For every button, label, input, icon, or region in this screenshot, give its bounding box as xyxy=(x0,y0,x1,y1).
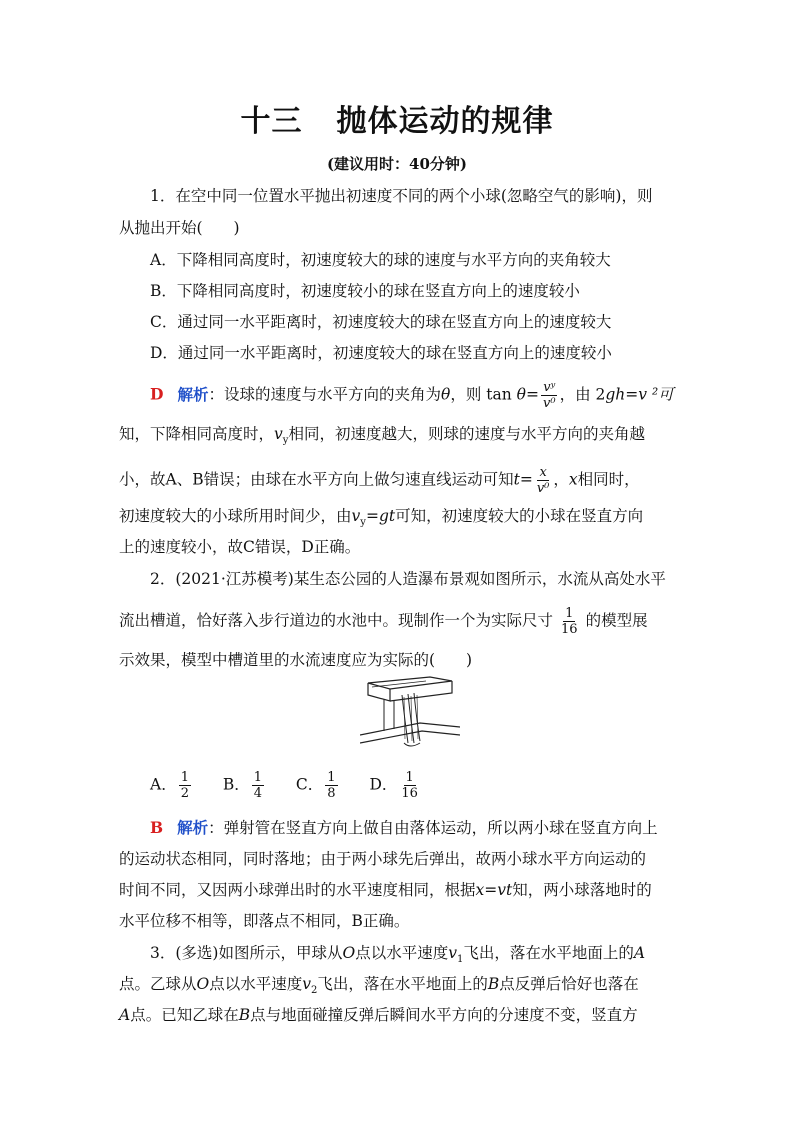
q3-text: 3．(多选)如图所示，甲球从 xyxy=(150,944,343,962)
q2-stem-line-3: 示效果，模型中槽道里的水流速度应为实际的( ) xyxy=(119,651,473,669)
q2-solution-line-2: 的运动状态相同，同时落地；由于两小球先后弹出，故两小球水平方向运动的 xyxy=(119,850,647,868)
q1-solution-line-5: 上的速度较小，故C错误，D正确。 xyxy=(119,538,361,556)
q3-line-3 xyxy=(119,1005,638,1025)
q2-option-c-label: C． xyxy=(295,775,324,794)
v2-subscript: 2 xyxy=(311,985,318,997)
q2-option-c-value xyxy=(325,770,337,801)
numerator: 1 xyxy=(565,606,574,621)
q1-sol-text: ：设球的速度与水平方向的夹角为 xyxy=(208,385,441,404)
q2-answer: B xyxy=(150,818,164,837)
q1-stem-line-1: 1．在空中同一位置水平抛出初速度不同的两个小球(忽略空气的影响)，则 xyxy=(150,187,653,205)
equals-sign: = xyxy=(519,470,533,489)
point-o: O xyxy=(342,944,356,962)
denominator: 4 xyxy=(253,786,263,801)
water-splash xyxy=(404,743,420,746)
vy-subscript: y xyxy=(360,517,366,529)
denominator: v⁰ xyxy=(543,396,556,411)
q2-solution-line-1 xyxy=(150,818,658,838)
gh-symbol: gh xyxy=(605,385,626,404)
denominator: 16 xyxy=(401,786,418,801)
point-b: B xyxy=(487,975,500,993)
q2-stem-text: 的模型展 xyxy=(585,611,648,630)
q1-option-a: A．下降相同高度时，初速度较大的球的速度与水平方向的夹角较大 xyxy=(150,251,611,269)
vt-symbol: vt xyxy=(497,881,513,899)
title-number: 十三 xyxy=(240,104,303,139)
q2-option-a-value xyxy=(179,770,191,801)
q1-sol-text: v ²可 xyxy=(638,385,674,404)
v2-symbol: v xyxy=(302,975,312,993)
point-o: O xyxy=(196,975,210,993)
q1-sol-text: 相同，初速度越大，则球的速度与水平方向的夹角越 xyxy=(288,425,645,443)
fraction-x-over-v0 xyxy=(535,465,552,496)
x-symbol: x xyxy=(568,470,578,489)
q3-line-2 xyxy=(119,974,639,1001)
q2-solution-line-3 xyxy=(119,880,652,900)
equals-sign: = xyxy=(526,385,539,404)
waterfall-figure xyxy=(360,673,460,755)
q1-option-b: B．下降相同高度时，初速度较小的球在竖直方向上的速度较小 xyxy=(150,282,580,300)
q2-options xyxy=(150,770,422,801)
q3-text: 飞出，落在水平地面上的 xyxy=(317,975,488,993)
q2-option-b-value xyxy=(252,770,264,801)
point-a: A xyxy=(633,944,646,962)
numerator: 1 xyxy=(327,770,336,785)
q1-solution-line-1 xyxy=(150,380,674,411)
equals-sign: = xyxy=(625,385,639,404)
q1-option-c: C．通过同一水平距离时，初速度较大的球在竖直方向上的速度较大 xyxy=(150,313,612,331)
numerator: 1 xyxy=(405,770,414,785)
x-symbol: x xyxy=(475,881,485,899)
q1-solution-line-2 xyxy=(119,424,645,451)
numerator: x xyxy=(539,465,547,480)
q1-sol-text: 小，故A、B错误；由球在水平方向上做匀速直线运动可知 xyxy=(119,470,514,489)
numerator: 1 xyxy=(253,770,263,785)
t-symbol: t xyxy=(513,470,520,489)
q2-stem-text: 流出槽道，恰好落入步行道边的水池中。现制作一个为实际尺寸 xyxy=(119,611,554,630)
q1-sol-text: ， xyxy=(553,470,569,489)
q1-sol-text: ，则 tan xyxy=(450,385,512,404)
q2-sol-text: ：弹射管在竖直方向上做自由落体运动，所以两小球在竖直方向上 xyxy=(208,819,658,837)
fraction-one-sixteenth xyxy=(559,606,580,637)
q3-text: 点以水平速度 xyxy=(355,944,449,962)
q1-solution-line-4 xyxy=(119,506,643,533)
q1-analysis-label: 解析 xyxy=(177,384,209,404)
gt-symbol: gt xyxy=(378,507,396,525)
walkway-lower-edge xyxy=(360,731,460,743)
point-a: A xyxy=(119,1006,131,1024)
denominator: 16 xyxy=(561,622,578,637)
q1-option-d: D．通过同一水平距离时，初速度较大的球在竖直方向上的速度较小 xyxy=(150,344,612,362)
denominator: v⁰ xyxy=(536,481,550,496)
q1-sol-text: 可知，初速度较大的小球在竖直方向 xyxy=(395,507,644,525)
vy-symbol: v xyxy=(274,425,283,443)
q1-stem-line-2: 从抛出开始( ) xyxy=(119,219,240,237)
q2-option-d-value xyxy=(399,770,420,801)
title-text: 抛体运动的规律 xyxy=(336,104,554,139)
q3-text: 点与地面碰撞反弹后瞬间水平方向的分速度不变，竖直方 xyxy=(250,1006,638,1024)
page-title xyxy=(0,96,794,140)
support-posts xyxy=(384,699,394,731)
q2-analysis-label: 解析 xyxy=(177,818,209,837)
denominator: 8 xyxy=(327,786,336,801)
equals-sign: = xyxy=(484,881,498,899)
vy-symbol: v xyxy=(351,507,361,525)
point-b: B xyxy=(238,1006,251,1024)
equals-sign: = xyxy=(365,507,379,525)
q1-sol-text: 相同时， xyxy=(577,470,640,489)
numerator: vʸ xyxy=(543,380,556,395)
q3-line-1 xyxy=(150,943,645,970)
q1-answer: D xyxy=(150,384,164,404)
q2-option-d-label: D． xyxy=(369,775,398,794)
q2-option-a-label: A． xyxy=(150,775,177,794)
q2-stem-line-1: 2．(2021·江苏模考)某生态公园的人造瀑布景观如图所示，水流从高处水平 xyxy=(150,570,666,588)
theta-symbol: θ xyxy=(516,385,526,404)
q2-sol-text: 知，两小球落地时的 xyxy=(512,881,652,899)
v1-symbol: v xyxy=(448,944,457,962)
q3-text: 飞出，落在水平地面上的 xyxy=(463,944,634,962)
q1-sol-text: ，由 2 xyxy=(559,385,606,404)
q2-sol-text: 时间不同，又因两小球弹出时的水平速度相同，根据 xyxy=(119,881,476,899)
q3-text: 点。乙球从 xyxy=(119,975,197,993)
q1-sol-text: 知，下降相同高度时， xyxy=(119,425,275,443)
q3-text: 点。已知乙球在 xyxy=(130,1006,239,1024)
numerator: 1 xyxy=(180,770,189,785)
q3-text: 点以水平速度 xyxy=(209,975,303,993)
fraction-vy-over-v0 xyxy=(541,380,558,411)
v1-subscript: 1 xyxy=(456,954,464,966)
q1-sol-text: 初速度较大的小球所用时间少，由 xyxy=(119,507,352,525)
denominator: 2 xyxy=(180,786,189,801)
q3-text: 点反弹后恰好也落在 xyxy=(499,975,639,993)
q1-solution-line-3 xyxy=(119,465,640,496)
theta-symbol: θ xyxy=(440,385,451,404)
q2-stem-line-2 xyxy=(119,606,648,637)
suggested-time: (建议用时：40分钟) xyxy=(326,155,468,173)
vy-subscript: y xyxy=(282,435,289,447)
q2-option-b-label: B． xyxy=(222,775,250,794)
q2-solution-line-4: 水平位移不相等，即落点不相同，B正确。 xyxy=(119,912,410,930)
